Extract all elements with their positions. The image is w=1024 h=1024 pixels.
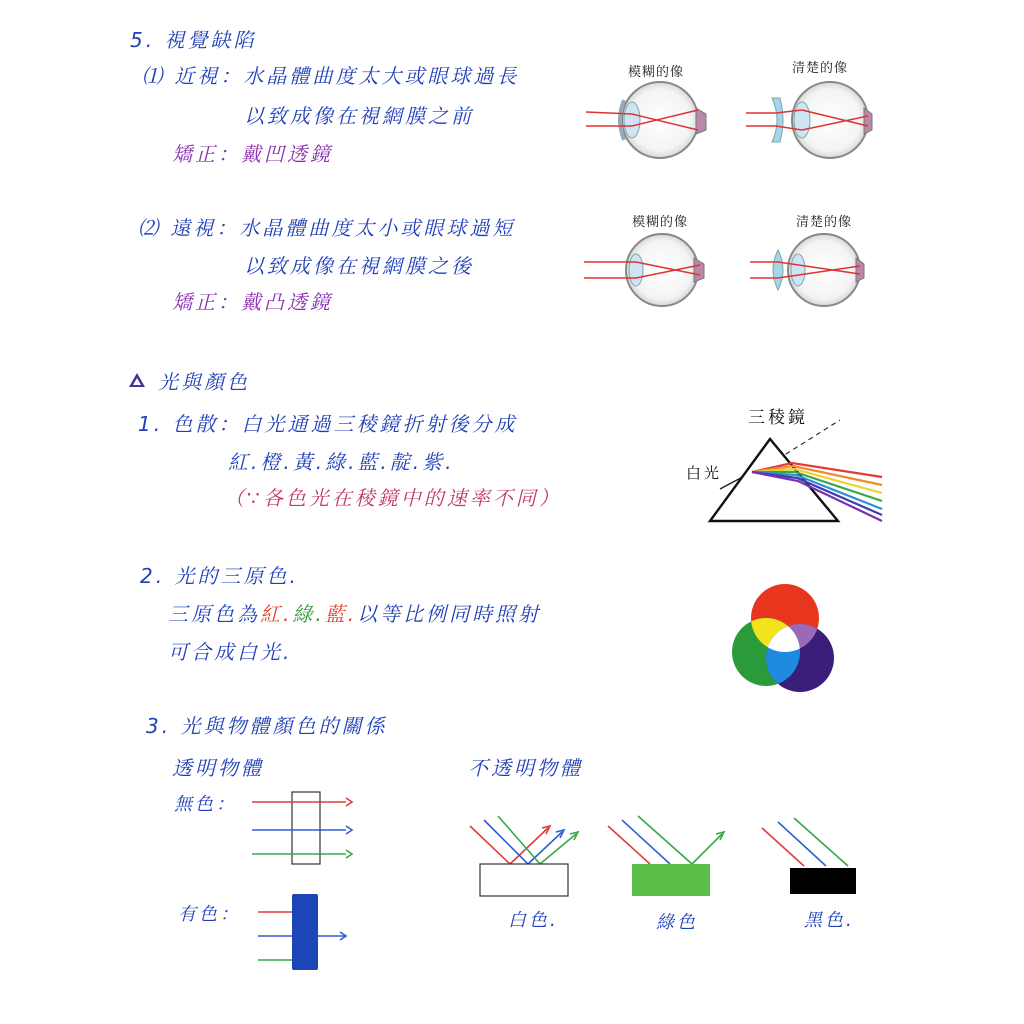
hyperopia-line1: ⑵ 遠視：水晶體曲度太小或眼球過短 [138, 216, 516, 240]
myopia-clear-label: 清楚的像 [792, 61, 849, 76]
eye-diagrams [580, 80, 880, 320]
myopia-line1: ⑴ 近視：水晶體曲度太大或眼球過長 [142, 64, 520, 88]
prism-diagram [700, 415, 890, 530]
rgb-venn-diagram [730, 580, 840, 700]
transparent-title: 透明物體 [172, 756, 264, 780]
primary-green-word: 綠. [292, 602, 325, 626]
transparent-diagram [250, 788, 360, 973]
primary-red-word: 紅. [260, 602, 293, 626]
myopia-blur-eye [586, 82, 706, 158]
green-block [632, 864, 710, 896]
dispersion-line1: 1. 色散：白光通過三稜鏡折射後分成 [138, 412, 518, 436]
colored-label: 有色： [178, 904, 241, 925]
hyperopia-clear-label: 清楚的像 [796, 215, 853, 230]
light-color-title: 光與顏色 [158, 370, 250, 394]
hyperopia-clear-eye [750, 234, 864, 306]
primary-line3: 可合成白光. [168, 640, 293, 664]
black-block [790, 868, 856, 894]
myopia-fix: 矯正：戴凹透鏡 [172, 142, 333, 166]
opaque-title: 不透明物體 [468, 756, 583, 780]
clear-label: 無色： [174, 794, 237, 815]
black-label: 黑色. [804, 910, 855, 931]
green-label: 綠色 [656, 912, 698, 933]
white-light-label: 白光 [686, 464, 723, 482]
myopia-blur-label: 模糊的像 [628, 65, 685, 80]
primary-title: 2. 光的三原色. [140, 564, 299, 588]
prism-label: 三稜鏡 [748, 408, 808, 428]
myopia-line2: 以致成像在視網膜之前 [244, 104, 474, 128]
hyperopia-blur-eye [584, 234, 704, 306]
colored-block [292, 894, 318, 970]
dispersion-line2: 紅.橙.黃.綠.藍.靛.紫. [228, 450, 455, 474]
white-label: 白色. [508, 910, 559, 931]
section-5-title: 5. 視覺缺陷 [130, 28, 257, 52]
hyperopia-fix: 矯正：戴凸透鏡 [172, 290, 333, 314]
primary-line2-prefix: 三原色為 [168, 602, 260, 626]
primary-blue-word: 藍. [324, 602, 358, 626]
myopia-clear-eye [746, 82, 872, 158]
opaque-diagram [466, 812, 866, 902]
white-block [480, 864, 568, 896]
hyperopia-line2: 以致成像在視網膜之後 [244, 254, 474, 278]
primary-line2 [168, 604, 541, 624]
primary-line2-suffix: 以等比例同時照射 [357, 602, 542, 626]
dispersion-line3: （∵各色光在稜鏡中的速率不同） [224, 486, 562, 510]
hyperopia-blur-label: 模糊的像 [632, 215, 689, 230]
objects-title: 3. 光與物體顏色的關係 [146, 714, 388, 738]
triangle-bullet-icon [128, 372, 146, 388]
